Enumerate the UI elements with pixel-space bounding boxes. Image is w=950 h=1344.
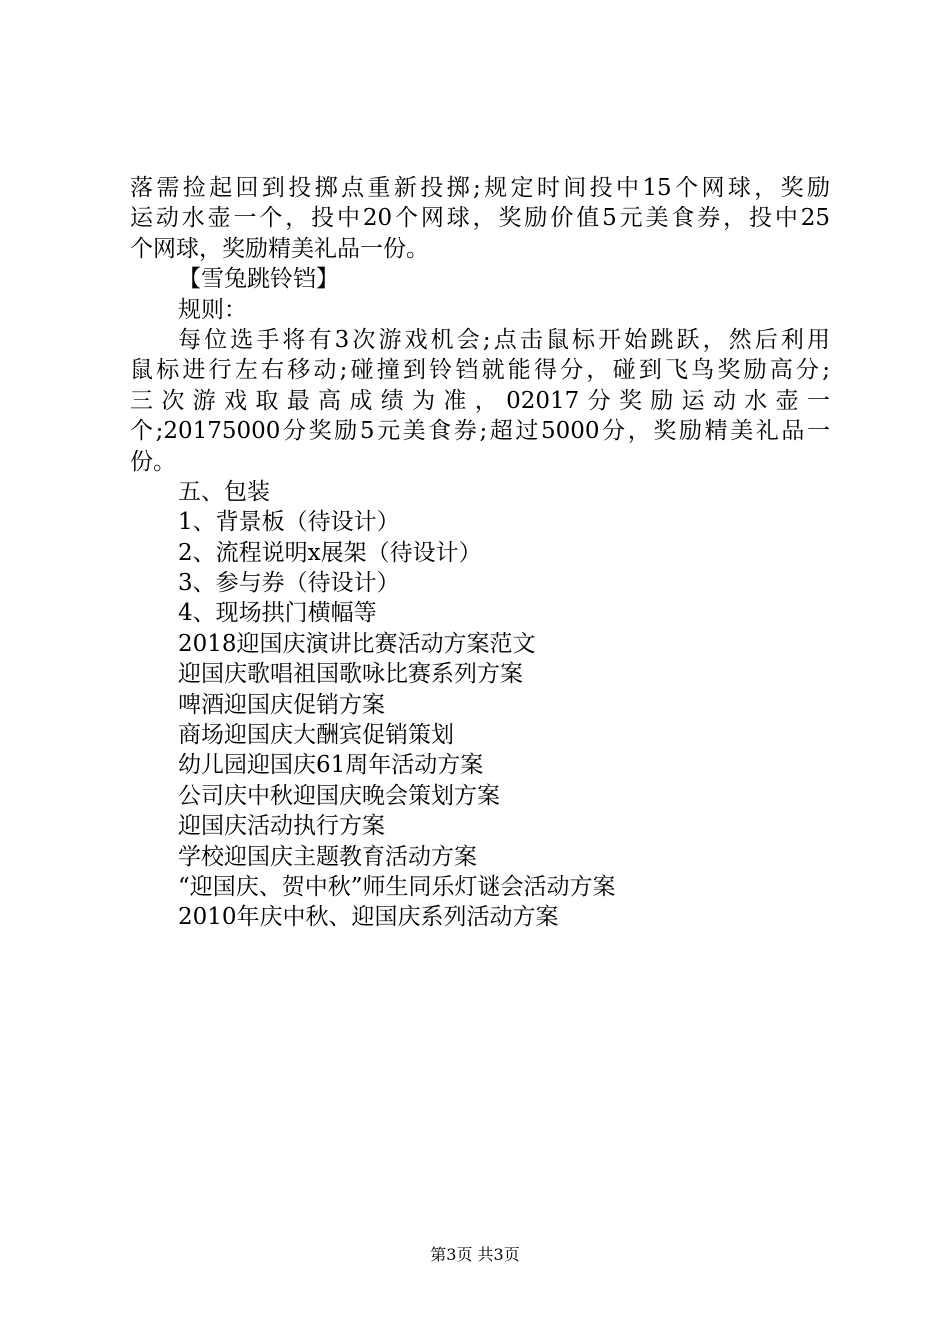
related-link: 商场迎国庆大酬宾促销策划	[178, 722, 454, 749]
related-link: 幼儿园迎国庆61周年活动方案	[178, 752, 484, 779]
related-link: 迎国庆活动执行方案	[178, 813, 385, 840]
related-link: 2018迎国庆演讲比赛活动方案范文	[178, 630, 536, 657]
page-number: 第3页 共3页	[430, 1245, 520, 1264]
related-link: 啤酒迎国庆促销方案	[178, 691, 385, 718]
paragraph-line: 每位选手将有3次游戏机会;点击鼠标开始跳跃，然后利用	[178, 326, 830, 353]
paragraph-line: 鼠标进行左右移动;碰撞到铃铛就能得分，碰到飞鸟奖励高分;	[130, 357, 830, 384]
paragraph-line: 个网球，奖励精美礼品一份。	[130, 235, 429, 262]
list-item: 3、参与券（待设计）	[178, 570, 400, 597]
paragraph-line: 落需捡起回到投掷点重新投掷;规定时间投中15个网球，奖励	[130, 175, 830, 201]
paragraph-line: 份。	[130, 448, 176, 475]
related-link: “迎国庆、贺中秋”师生同乐灯谜会活动方案	[178, 873, 616, 900]
paragraph-line: 三次游戏取最高成绩为准，02017分奖励运动水壶一	[130, 387, 830, 414]
section-heading: 五、包装	[178, 478, 270, 505]
paragraph-line: 运动水壶一个，投中20个网球，奖励价值5元美食券，投中25	[130, 205, 830, 232]
related-link: 公司庆中秋迎国庆晚会策划方案	[178, 782, 500, 809]
list-item: 1、背景板（待设计）	[178, 509, 400, 536]
list-item: 4、现场拱门横幅等	[178, 600, 377, 627]
page-footer	[0, 1244, 950, 1266]
paragraph-line: 个;20175000分奖励5元美食券;超过5000分，奖励精美礼品一	[130, 418, 830, 445]
related-link: 2010年庆中秋、迎国庆系列活动方案	[178, 904, 559, 931]
section-heading: 【雪兔跳铃铛】	[178, 266, 339, 293]
document-body	[130, 173, 830, 933]
related-link: 迎国庆歌唱祖国歌咏比赛系列方案	[178, 661, 523, 688]
rules-label: 规则：	[178, 296, 247, 323]
list-item: 2、流程说明x展架（待设计）	[178, 539, 482, 566]
related-link: 学校迎国庆主题教育活动方案	[178, 843, 477, 870]
